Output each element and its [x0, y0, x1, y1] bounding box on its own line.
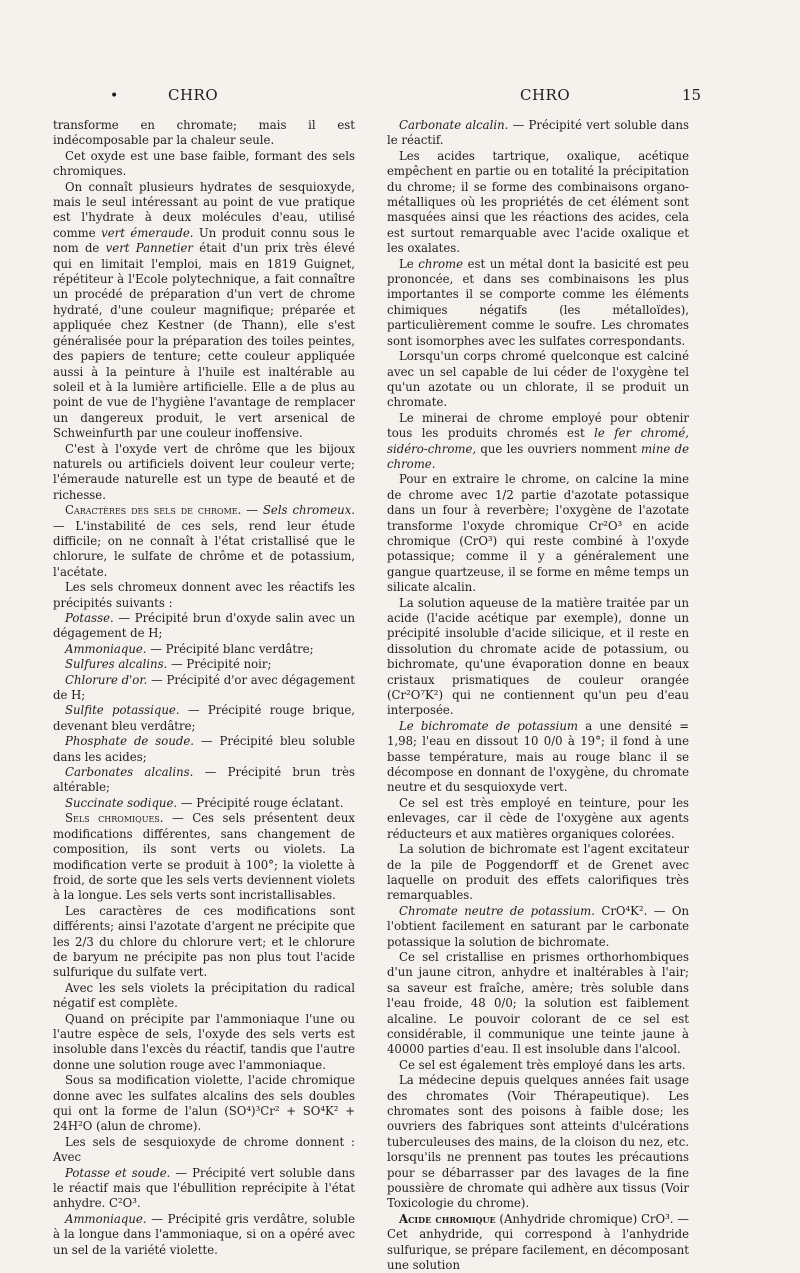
section-heading: Caractères des sels de chrome. — Sels chromeux. — L'instabilité de ces sels, rend leur étude difficile; on ne connaît à l'état cristallisé que le chlorure, le sulfate de chrôme et de potassium, l'acétate.	[53, 503, 355, 579]
reagent-item: Ammoniaque. — Précipité gris verdâtre, soluble à la longue dans l'ammoniaque, si on a opéré avec un sel de la variété violette.	[53, 1211, 355, 1257]
reagent-item: Phosphate de soude. — Précipité bleu soluble dans les acides;	[53, 734, 355, 764]
paragraph: C'est à l'oxyde vert de chrôme que les bijoux naturels ou artificiels doivent leur couleur verte; l'émeraude naturelle est un type de beauté et de richesse.	[53, 441, 355, 502]
paragraph: Chromate neutre de potassium. CrO⁴K². — On l'obtient facilement en saturant par le carbonate potassique la solution de bichromate.	[387, 903, 689, 949]
section-heading: Sels chromiques. — Ces sels présentent deux modifications différentes, sans changement de composition, ils sont verts ou violets. La modification verte se produit à 100°; la violette à froid, de sorte que les sels verts deviennent violets à la longue. Les sels verts sont incristallisables.	[53, 811, 355, 903]
paragraph: On connaît plusieurs hydrates de sesquioxyde, mais le seul intéressant au point de vue pratique est l'hydrate à deux molécules d'eau, utilisé comme vert émeraude. Un produit connu sous le nom de vert Pannetier était d'un prix très élevé qui en limitait l'emploi, mais en 1819 Guignet, répétiteur à l'Ecole polytechnique, a fait connaître un procédé de préparation d'un vert de chrome hydraté, d'une couleur magnifique; préparée et appliquée chez Kestner (de Thann), elle s'est généralisée pour la préparation des toiles peintes, des papiers de tenture; cette couleur appliquée aussi à la peinture à l'huile est inaltérable au soleil et à la lumière artificielle. Elle a de plus au point de vue de l'hygiène l'avantage de remplacer un dangereux produit, le vert arsenical de Schweinfurth par une couleur inoffensive.	[53, 179, 355, 441]
page-number: 15	[682, 86, 702, 104]
paragraph: Avec les sels violets la précipitation du radical négatif est complète.	[53, 980, 355, 1011]
paragraph: Les sels chromeux donnent avec les réactifs les précipités suivants :	[53, 580, 355, 610]
paragraph: Les sels de sesquioxyde de chrome donnent : Avec	[53, 1134, 355, 1165]
reagent-item: Succinate sodique. — Précipité rouge éclatant.	[65, 795, 344, 810]
reagent-item: Potasse et soude. — Précipité vert soluble dans le réactif mais que l'ébullition reprécipite à l'état anhydre. C²O³.	[53, 1165, 355, 1211]
paragraph: Le bichromate de potassium a une densité = 1,98; l'eau en dissout 10 0/0 à 19°; il fond à une basse température, mais au rouge blanc il se décompose en donnant de l'oxygène, du chromate neutre et du sesquioxyde vert.	[387, 718, 690, 795]
paragraph: Lorsqu'un corps chromé quelconque est calciné avec un sel capable de lui céder de l'oxygène tel qu'un azotate ou un chlorate, il se produit un chromate.	[387, 349, 689, 410]
paragraph: Quand on précipite par l'ammoniaque l'une ou l'autre espèce de sels, l'oxyde des sels verts est insoluble dans l'excès du réactif, tandis que l'autre donne une solution rouge avec l'ammoniaque.	[53, 1011, 355, 1072]
right-column	[387, 118, 690, 1273]
paragraph: Pour en extraire le chrome, on calcine la mine de chrome avec 1/2 partie d'azotate potassique dans un four à reverbère; l'oxygène de l'azotate transforme l'oxyde chromique Cr²O³ en acide chromique (CrO³) qui reste combiné à l'oxyde potassique; comme il y a généralement une gangue quartzeuse, il se forme en même temps un silicate alcalin.	[387, 472, 689, 595]
running-head-right: CHRO	[520, 86, 571, 104]
paragraph: Cet oxyde est une base faible, formant des sels chromiques.	[53, 148, 355, 179]
paragraph: Les caractères de ces modifications sont différents; ainsi l'azotate d'argent ne précipite que les 2/3 du chlore du chlorure vert; et le chlorure de baryum ne précipite pas non plus tout l'acide sulfurique du sulfate vert.	[53, 903, 355, 980]
reagent-item: Sulfite potassique. — Précipité rouge brique, devenant bleu verdâtre;	[53, 703, 356, 733]
running-head-left: CHRO	[168, 86, 219, 104]
section-heading: Acide chromique (Anhydride chromique) CrO³. — Cet anhydride, qui correspond à l'anhydride sulfurique, se prépare facilement, en décomposant une solution	[387, 1211, 689, 1273]
reagent-item: Ammoniaque. — Précipité blanc verdâtre;	[65, 641, 314, 656]
paragraph: La solution aqueuse de la matière traitée par un acide (l'acide acétique par exemple), donne un précipité insoluble d'acide silicique, et il reste en dissolution du chromate acide de potassium, ou bichromate, qu'une évaporation donne en beaux cristaux prismatiques de couleur orangée (Cr²O⁷K²) qui ne contiennent qu'un peu d'eau interposée.	[387, 595, 689, 718]
reagent-item: Carbonate alcalin. — Précipité vert soluble dans le réactif.	[387, 118, 689, 148]
paragraph: La solution de bichromate est l'agent excitateur de la pile de Poggendorff et de Grenet avec laquelle on produit des effets calorifiques très remarquables.	[387, 842, 689, 903]
paragraph: La médecine depuis quelques années fait usage des chromates (Voir Thérapeutique). Les chromates sont des poisons à faible dose; les ouvriers des fabriques sont atteints d'ulcérations tuberculeuses des mains, de la cloison du nez, etc. lorsqu'ils ne prennent pas toutes les précautions pour se débarrasser par des lavages de la fine poussière de chromate qui adhère aux tissus (Voir Toxicologie du chrome).	[387, 1073, 689, 1211]
paragraph: Ce sel cristallise en prismes orthorhombiques d'un jaune citron, anhydre et inaltérables à l'air; sa saveur est fraîche, amère; très soluble dans l'eau froide, 48 0/0; la solution est faiblement alcaline. Le pouvoir colorant de ce sel est considérable, il communique une teinte jaune à 40000 parties d'eau. Il est insoluble dans l'alcool.	[387, 949, 689, 1057]
paragraph: Le chrome est un métal dont la basicité est peu prononcée, et dans ses combinaisons les plus importantes il se comporte comme les éléments chimiques négatifs (les métalloïdes), particulièrement comme le soufre. Les chromates sont isomorphes avec les sulfates correspondants.	[387, 256, 689, 348]
paragraph: Le minerai de chrome employé pour obtenir tous les produits chromés est le fer chromé, sidéro-chrome, que les ouvriers nomment mine de chrome.	[387, 410, 690, 471]
paragraph: Sous sa modification violette, l'acide chromique donne avec les sulfates alcalins des sels doubles qui ont la forme de l'alun (SO⁴)³Cr² + SO⁴K² + 24H²O (alun de chrome).	[53, 1073, 355, 1134]
reagent-item: Potasse. — Précipité brun d'oxyde salin avec un dégagement de H;	[53, 611, 355, 641]
left-column	[53, 118, 356, 1257]
paragraph: transforme en chromate; mais il est indécomposable par la chaleur seule.	[53, 118, 355, 148]
reagent-item: Chlorure d'or. — Précipité d'or avec dégagement de H;	[53, 672, 355, 703]
paragraph: Ce sel est très employé en teinture, pour les enlevages, car il cède de l'oxygène aux agents réducteurs et aux matières organiques colorées.	[387, 795, 689, 841]
paragraph: Ce sel est également très employé dans les arts.	[399, 1057, 686, 1072]
paragraph: Les acides tartrique, oxalique, acétique empêchent en partie ou en totalité la précipitation du chrome; il se forme des combinaisons organo-métalliques où les propriétés de cet élément sont masquées ainsi que les réactions des acides, cela est surtout remarquable avec l'acide oxalique et les oxalates.	[387, 148, 689, 256]
reagent-item: Carbonates alcalins. — Précipité brun très altérable;	[53, 765, 355, 795]
header-dot: •	[110, 88, 119, 104]
reagent-item: Sulfures alcalins. — Précipité noir;	[65, 657, 272, 672]
